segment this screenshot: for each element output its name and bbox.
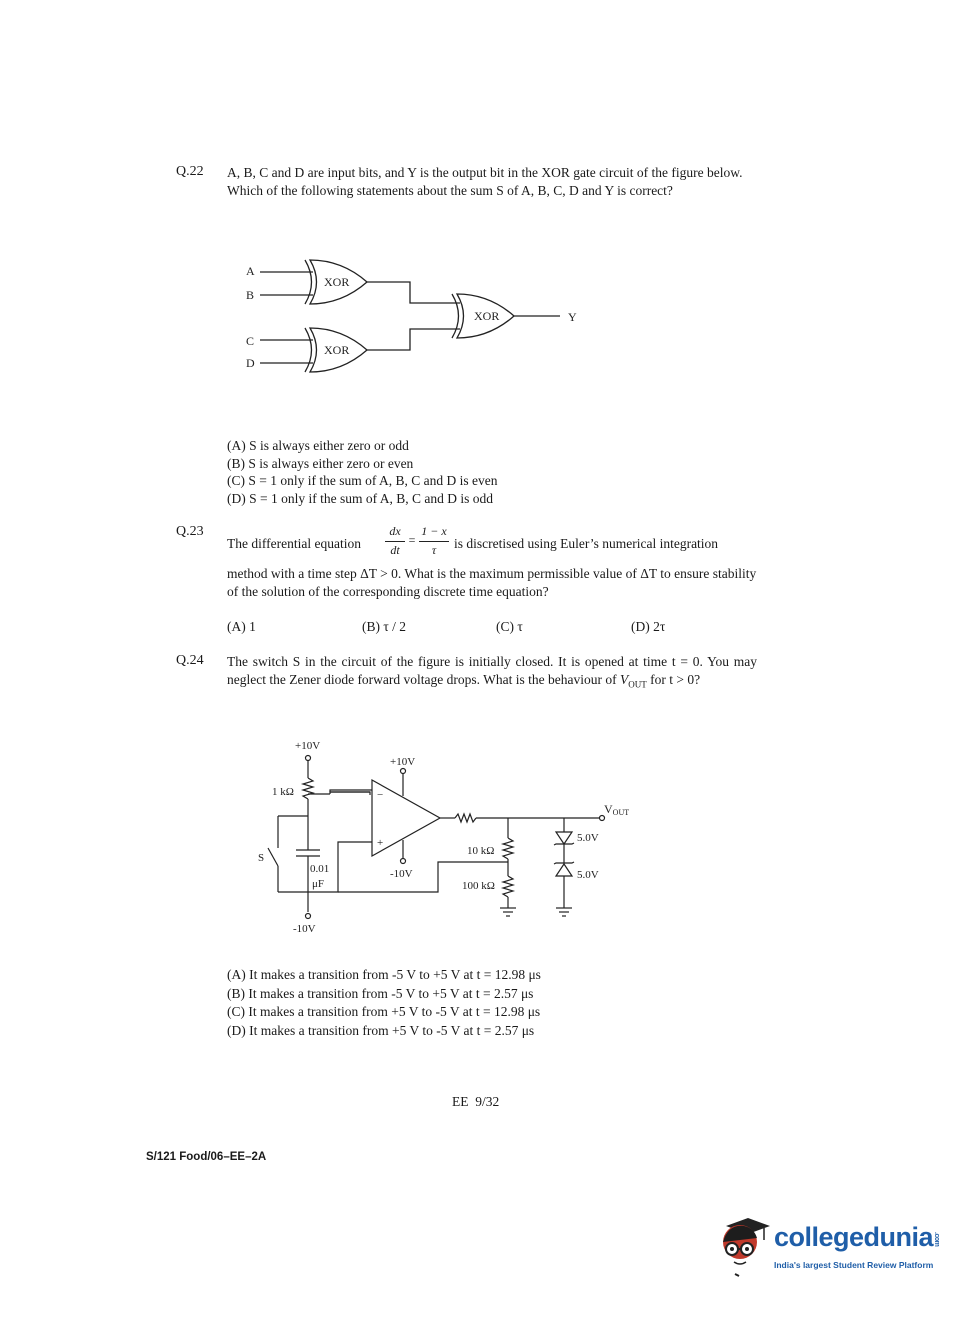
brand-dotcom: .com <box>933 1231 941 1247</box>
eq-tau: τ <box>431 543 437 557</box>
brand-tagline: India's largest Student Review Platform <box>774 1260 934 1270</box>
mascot-icon <box>714 1212 772 1278</box>
capacitor-unit: μF <box>312 878 325 890</box>
xor-gate-1-label: XOR <box>324 275 350 289</box>
xor-gate-2-label: XOR <box>324 343 350 357</box>
resistor-10k-label: 10 kΩ <box>467 845 495 857</box>
switch-s <box>268 848 278 866</box>
output-y-label: Y <box>568 310 577 324</box>
q22-stem: A, B, C and D are input bits, and Y is the output bit in the XOR gate circuit of the figure below. Which of the following statements about the sum S of A, B, C, D and Y is correct? <box>227 165 743 198</box>
q22-option-b: (B) S is always either zero or even <box>227 456 414 471</box>
resistor-100k-label: 100 kΩ <box>462 880 495 892</box>
zener-1 <box>556 832 572 844</box>
brand-name-text: collegedunia <box>774 1222 934 1252</box>
page-number: EE 9/32 <box>452 1094 500 1109</box>
supply-top-opamp: +10V <box>390 756 416 768</box>
q22-option-c: (C) S = 1 only if the sum of A, B, C and D is even <box>227 473 498 488</box>
opamp-minus-label: − <box>377 789 384 801</box>
resistor-1k-label: 1 kΩ <box>272 786 294 798</box>
supply-bottom-left: -10V <box>293 923 316 935</box>
input-a-label: A <box>246 264 255 278</box>
collegedunia-logo <box>714 1212 944 1282</box>
q23-option-c: (C) τ <box>496 619 523 634</box>
q24-stem-text: The switch S in the circuit of the figure is initially closed. It is opened at time t = 0. You may neglect the Zener diode forward voltage drops. What is the behaviour of <box>227 654 757 687</box>
switch-s-label: S <box>258 852 265 864</box>
q24-option-d: (D) It makes a transition from +5 V to -5 V at t = 2.57 μs <box>227 1023 535 1038</box>
opamp-plus-label: + <box>377 837 384 849</box>
q24-number: Q.24 <box>176 653 204 668</box>
q24-stem <box>227 653 757 694</box>
resistor-10k <box>503 838 513 859</box>
q23-option-d: (D) 2τ <box>631 619 666 634</box>
eq-dx: dx <box>389 524 401 538</box>
eq-frac-line-1 <box>385 541 405 542</box>
supply-bottom-opamp: -10V <box>390 868 413 880</box>
q24-stem-vout-sub: OUT <box>628 679 647 690</box>
q24-option-a: (A) It makes a transition from -5 V to +5 V at t = 12.98 μs <box>227 967 541 982</box>
input-b-label: B <box>246 288 255 302</box>
capacitor-value: 0.01 <box>310 863 330 875</box>
eq-1-minus-x: 1 − x <box>421 524 447 538</box>
q23-stem-start: The differential equation <box>227 536 361 551</box>
q23-stem-rest: method with a time step ΔT > 0. What is the maximum permissible value of ΔT to ensure stability of the solution of the corresponding discrete time equation? <box>227 566 757 599</box>
q23-number: Q.23 <box>176 524 204 539</box>
q23-option-a: (A) 1 <box>227 619 256 634</box>
vout-label: VOUT <box>604 802 630 817</box>
q24-stem-tail: for t > 0? <box>646 671 701 687</box>
xor-circuit-figure <box>230 250 600 380</box>
q24-stem-vout: V <box>620 671 629 687</box>
resistor-100k <box>503 876 513 897</box>
q24-option-c: (C) It makes a transition from +5 V to -5 V at t = 12.98 μs <box>227 1004 541 1019</box>
q22-number: Q.22 <box>176 164 204 179</box>
zener-2 <box>556 864 572 876</box>
input-d-label: D <box>246 356 255 370</box>
q22-option-a: (A) S is always either zero or odd <box>227 438 409 453</box>
q22-option-d: (D) S = 1 only if the sum of A, B, C and D is odd <box>227 491 493 506</box>
q23-stem-end: is discretised using Euler’s numerical integration <box>454 536 719 551</box>
resistor-10k-series <box>455 814 476 822</box>
eq-equals: = <box>408 533 416 547</box>
eq-dt: dt <box>390 543 400 557</box>
zener-1-label: 5.0V <box>577 832 599 844</box>
brand-name <box>774 1222 940 1253</box>
xor-gate-3-label: XOR <box>474 309 500 323</box>
q24-option-b: (B) It makes a transition from -5 V to +5 V at t = 2.57 μs <box>227 986 534 1001</box>
input-c-label: C <box>246 334 255 348</box>
footer-code: S/121 Food/06–EE–2A <box>146 1151 267 1163</box>
eq-frac-line-2 <box>419 541 449 542</box>
resistor-1k <box>303 778 313 799</box>
zener-2-label: 5.0V <box>577 869 599 881</box>
zener-opamp-circuit-figure <box>250 730 650 940</box>
q23-option-b: (B) τ / 2 <box>362 619 407 634</box>
supply-top-left: +10V <box>295 740 321 752</box>
